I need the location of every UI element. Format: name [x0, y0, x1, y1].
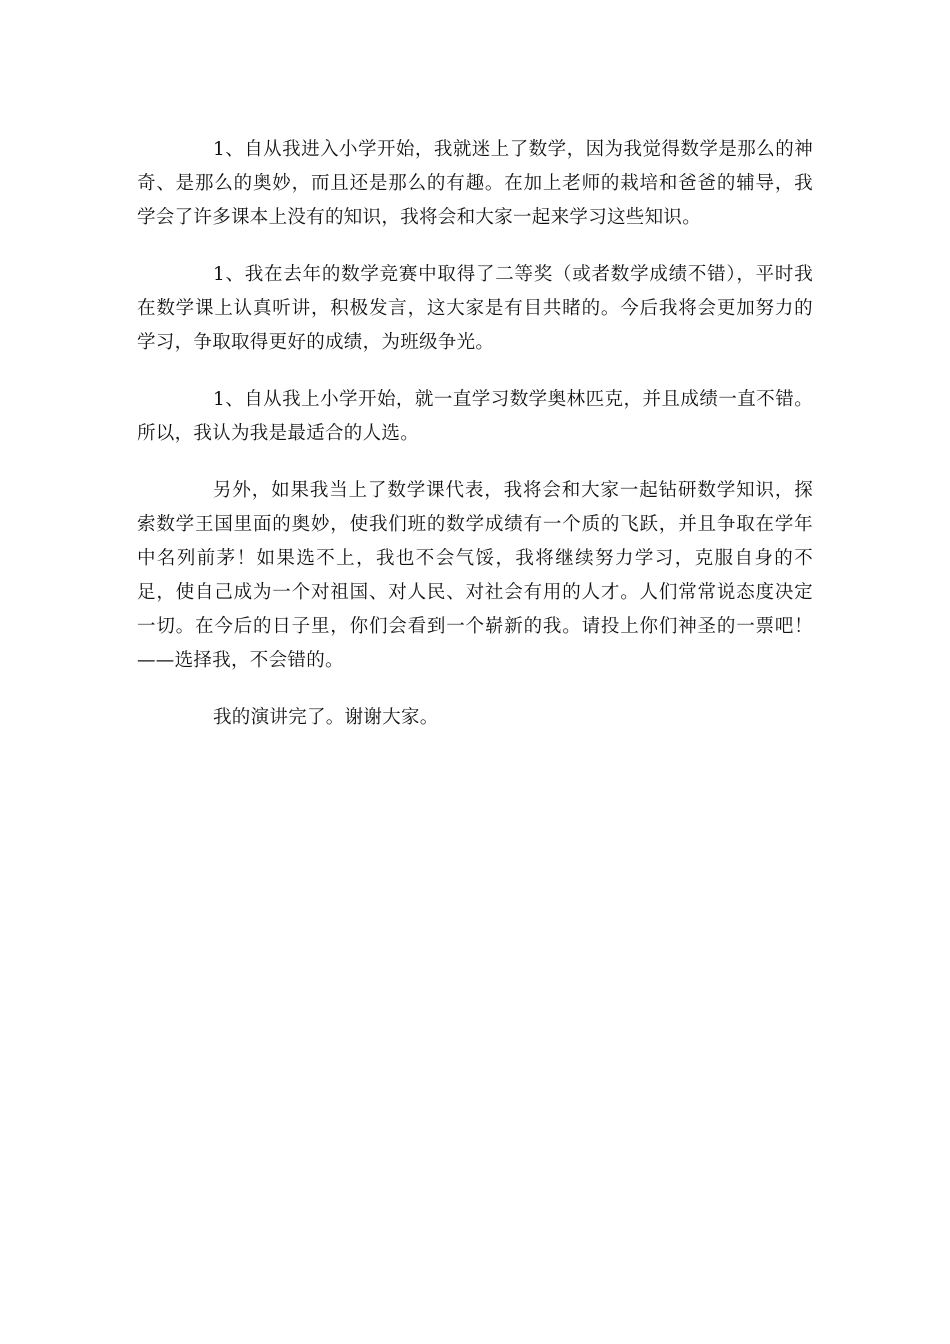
paragraph-closing: 我的演讲完了。谢谢大家。 [213, 707, 439, 728]
paragraph-intro-math-interest: 1、自从我进入小学开始，我就迷上了数学，因为我觉得数学是那么的神奇、是那么的奥妙，而且还是那么的有趣。在加上老师的栽培和爸爸的辅导，我学会了许多课本上没有的知识，我将会和大家一起来学习这些知识。 [137, 139, 813, 228]
paragraph-competition-award: 1、我在去年的数学竞赛中取得了二等奖（或者数学成绩不错），平时我在数学课上认真听讲，积极发言，这大家是有目共睹的。今后我将会更加努力的学习，争取取得更好的成绩，为班级争光。 [137, 264, 813, 353]
paragraph-olympiad: 1、自从我上小学开始，就一直学习数学奥林匹克，并且成绩一直不错。所以，我认为我是最适合的人选。 [137, 389, 813, 444]
document-body [137, 133, 813, 758]
paragraph-pledge: 另外，如果我当上了数学课代表，我将会和大家一起钻研数学知识，探索数学王国里面的奥妙，使我们班的数学成绩有一个质的飞跃，并且争取在学年中名列前茅！如果选不上，我也不会气馁，我将继续努力学习，克服自身的不足，使自己成为一个对祖国、对人民、对社会有用的人才。人们常常说态度决定一切。在今后的日子里，你们会看到一个崭新的我。请投上你们神圣的一票吧！——选择我，不会错的。 [137, 480, 813, 671]
